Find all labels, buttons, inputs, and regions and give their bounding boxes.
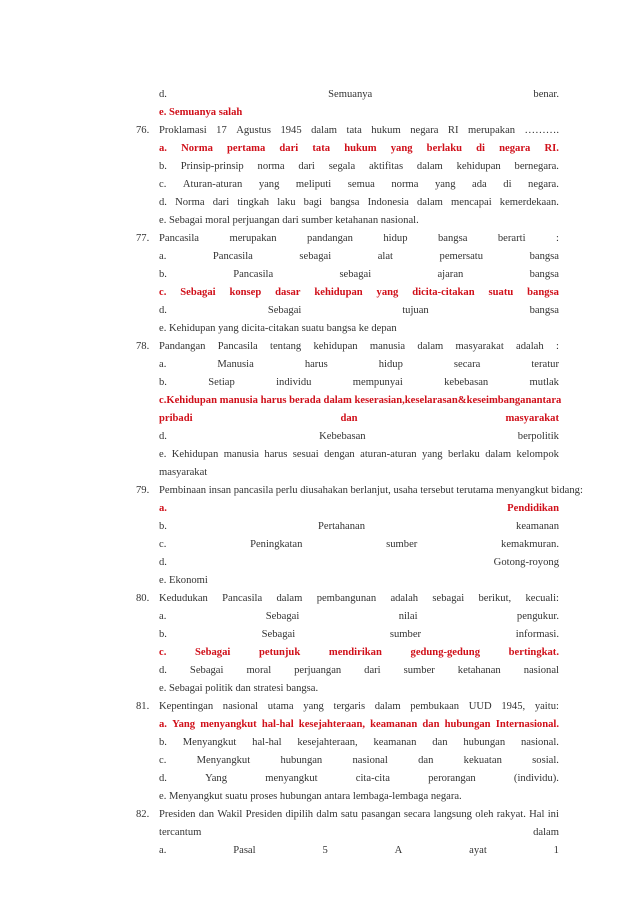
word: dengan: [324, 449, 355, 460]
word: cita-cita: [355, 773, 390, 784]
word: sosial.: [532, 755, 559, 766]
word: menyangkut: [200, 719, 257, 730]
answer-option: [159, 610, 559, 624]
word: keselarasan: [404, 395, 458, 406]
word: dari: [279, 143, 299, 154]
word: yang: [376, 287, 399, 298]
word: d.: [159, 89, 167, 100]
word: norma: [257, 161, 285, 172]
word: Yang: [172, 719, 196, 730]
answer-option: [159, 556, 559, 570]
word: keamanan: [370, 719, 418, 730]
word: Sebagai: [265, 611, 300, 622]
word: b.: [159, 269, 167, 280]
answer-option: [159, 538, 559, 552]
answer-option: [159, 88, 559, 102]
answer-option: [159, 664, 559, 678]
word: Pasal: [233, 845, 256, 856]
question-text: [159, 124, 559, 138]
word: Menyangkut: [196, 755, 251, 766]
word: Pancasila: [222, 593, 263, 604]
word: dalam: [417, 341, 444, 352]
word: Internasional.: [495, 719, 559, 730]
answer-option: [159, 718, 559, 732]
word: informasi.: [515, 629, 559, 640]
word: hukum: [344, 143, 377, 154]
word: manusia: [223, 449, 259, 460]
answer-option: [159, 358, 559, 372]
word: aktifitas: [368, 161, 404, 172]
word: adalah: [516, 341, 544, 352]
question-text: Pembinaan insan pancasila perlu diusahakan berlanjut, usaha tersebut terutama menyangkut bidang:: [159, 485, 583, 496]
word: yang: [390, 143, 413, 154]
word: ayat: [469, 845, 487, 856]
word: utama: [267, 701, 294, 712]
word: Manusia: [217, 359, 254, 370]
answer-option: [159, 754, 559, 768]
word: mutlak: [529, 377, 559, 388]
word: tingkah: [237, 197, 270, 208]
word: kemakmuran.: [501, 539, 559, 550]
word: d.: [159, 773, 167, 784]
word: hubungan: [463, 737, 506, 748]
word: merupakan: [229, 233, 277, 244]
word: sumber: [403, 665, 435, 676]
word: a.: [159, 845, 167, 856]
word: c.: [159, 539, 167, 550]
word: Pancasila: [233, 269, 274, 280]
word: a.: [159, 503, 167, 514]
word: pasangan: [361, 809, 401, 820]
word: masyarakat: [505, 413, 559, 424]
answer-option: masyarakat: [159, 467, 208, 478]
word: bangsa: [527, 287, 559, 298]
word: 1945,: [501, 701, 526, 712]
word: tata: [312, 143, 331, 154]
word: berlaku: [448, 449, 480, 460]
word: dipilih: [285, 809, 314, 820]
word: Hal: [529, 809, 545, 820]
answer-option: [159, 520, 559, 534]
word: tercantum: [159, 827, 202, 838]
word: dalam: [485, 449, 512, 460]
word: yang: [422, 449, 443, 460]
word: pertama: [227, 143, 266, 154]
word: 1945: [280, 125, 302, 136]
word: mendirikan: [328, 647, 382, 658]
word: semua: [347, 179, 375, 190]
word: d.: [159, 557, 167, 568]
word: bagi: [303, 197, 322, 208]
word: Presiden: [245, 809, 283, 820]
word: Prinsip-prinsip: [180, 161, 244, 172]
word: hidup: [383, 233, 408, 244]
word: a.: [159, 611, 167, 622]
word: keamanan: [373, 737, 417, 748]
word: sumber: [389, 629, 422, 640]
word: negara.: [528, 179, 559, 190]
word: moral: [246, 665, 272, 676]
word: hukum: [371, 125, 401, 136]
word: d.: [159, 305, 167, 316]
word: masyarakat: [455, 341, 504, 352]
word: yang: [434, 179, 456, 190]
word: Sebagai: [267, 305, 302, 316]
word: gedung-gedung: [410, 647, 480, 658]
word: dalam: [374, 701, 401, 712]
word: ada: [472, 179, 487, 190]
word: Norma: [175, 197, 205, 208]
word: norma: [391, 179, 419, 190]
word: Agustus: [236, 125, 271, 136]
word: Norma: [181, 143, 213, 154]
word: sebagai: [432, 593, 465, 604]
word: Presiden: [159, 809, 196, 820]
word: keamanan: [516, 521, 559, 532]
answer-option: [159, 178, 559, 192]
word: Kepentingan: [159, 701, 214, 712]
word: yang: [303, 701, 324, 712]
word: sesuai: [292, 449, 319, 460]
question-text: [159, 700, 559, 714]
word: c.: [159, 395, 167, 406]
word: di: [503, 179, 512, 190]
question-number: 78.: [136, 341, 150, 352]
answer-option: [159, 394, 562, 408]
word: e.: [159, 449, 167, 460]
word: rakyat.: [496, 809, 526, 820]
word: kehidupan: [313, 341, 358, 352]
word: alat: [377, 251, 393, 262]
answer-option: e. Sebagai politik dan stratesi bangsa.: [159, 683, 319, 694]
word: nasional: [523, 665, 559, 676]
word: Aturan-aturan: [182, 179, 243, 190]
answer-option: e. Sebagai moral perjuangan dari sumber ketahanan nasional.: [159, 215, 419, 226]
word: pengukur.: [516, 611, 559, 622]
word: kesejahteraan,: [297, 737, 358, 748]
word: bernegara.: [514, 161, 559, 172]
word: 17: [216, 125, 227, 136]
word: kemerdekaan.: [499, 197, 559, 208]
word: b.: [159, 161, 167, 172]
question-number: 79.: [136, 485, 150, 496]
word: a.: [159, 251, 167, 262]
word: dari: [298, 161, 315, 172]
word: A: [394, 845, 403, 856]
word: 1: [553, 845, 559, 856]
word: manusia: [369, 341, 406, 352]
word: dasar: [275, 287, 301, 298]
word: pemersatu: [439, 251, 484, 262]
word: ini: [547, 809, 559, 820]
word: dan: [432, 737, 448, 748]
answer-option: [159, 844, 559, 858]
word: ajaran: [437, 269, 464, 280]
word: Wakil: [217, 809, 243, 820]
word: kesejahteraan,: [298, 719, 365, 730]
word: meliputi: [295, 179, 332, 190]
word: Sebagai: [189, 665, 224, 676]
word: hal-hal: [261, 719, 294, 730]
word: tata: [346, 125, 362, 136]
answer-option: [159, 628, 559, 642]
word: mempunyai: [352, 377, 403, 388]
word: yang: [258, 179, 280, 190]
answer-option: e. Ekonomi: [159, 575, 208, 586]
word: konsep: [229, 287, 262, 298]
word: c.: [159, 647, 167, 658]
word: hidup: [378, 359, 403, 370]
question-text: [159, 340, 559, 354]
word: aturan-aturan: [360, 449, 417, 460]
word: c.: [159, 179, 167, 190]
word: b.: [159, 377, 167, 388]
word: nilai: [398, 611, 418, 622]
word: dan: [198, 809, 215, 820]
word: dan: [422, 719, 440, 730]
answer-option: [159, 826, 559, 840]
word: bangsa: [330, 197, 360, 208]
word: harus: [264, 449, 288, 460]
word: pembangunan: [316, 593, 377, 604]
word: dalam: [417, 197, 443, 208]
word: a.: [159, 719, 167, 730]
word: satu: [340, 809, 358, 820]
word: tentang: [270, 341, 302, 352]
word: (individu).: [513, 773, 559, 784]
word: Pancasila: [212, 251, 253, 262]
word: d.: [159, 665, 167, 676]
word: &: [457, 395, 467, 406]
word: nasional: [352, 755, 388, 766]
word: oleh: [475, 809, 494, 820]
answer-option: [159, 160, 559, 174]
word: suatu: [488, 287, 514, 298]
word: negara: [410, 125, 439, 136]
answer-option: [159, 412, 559, 426]
word: benar.: [533, 89, 559, 100]
word: berikut,: [478, 593, 512, 604]
answer-option: e. Semuanya salah: [159, 107, 243, 118]
word: Peningkatan: [250, 539, 303, 550]
word: d.: [159, 197, 167, 208]
word: Setiap: [208, 377, 235, 388]
word: hubungan: [444, 719, 491, 730]
word: :: [555, 341, 559, 352]
word: ……….: [524, 125, 559, 136]
word: UUD: [468, 701, 492, 712]
word: individu: [276, 377, 312, 388]
word: c.: [159, 287, 167, 298]
word: perjuangan: [294, 665, 342, 676]
word: kehidupan: [456, 161, 501, 172]
word: Gotong-royong: [493, 557, 559, 568]
word: dalam: [533, 827, 559, 838]
word: kekuatan: [463, 755, 502, 766]
word: negara: [499, 143, 531, 154]
answer-option: [159, 772, 559, 786]
word: antara: [531, 395, 562, 406]
word: 5: [322, 845, 328, 856]
word: kebebasan: [444, 377, 489, 388]
word: hubungan: [280, 755, 323, 766]
word: b.: [159, 737, 167, 748]
answer-option: [159, 646, 559, 660]
word: Proklamasi: [159, 125, 207, 136]
word: a.: [159, 359, 167, 370]
word: bertingkat.: [508, 647, 559, 658]
word: dalm: [316, 809, 338, 820]
answer-option: [159, 250, 559, 264]
answer-option: e. Kehidupan yang dicita-citakan suatu bangsa ke depan: [159, 323, 397, 334]
question-text: [159, 592, 559, 606]
word: b.: [159, 521, 167, 532]
word: nasional.: [520, 737, 559, 748]
word: dan: [340, 413, 358, 424]
word: langsung: [433, 809, 472, 820]
word: tergaris: [333, 701, 366, 712]
word: berpolitik: [517, 431, 559, 442]
word: dalam: [311, 125, 338, 136]
word: Sebagai: [195, 647, 231, 658]
word: Menyangkut: [182, 737, 237, 748]
answer-option: e. Menyangkut suatu proses hubungan antara lembaga-lembaga negara.: [159, 791, 462, 802]
answer-option: [159, 268, 559, 282]
question-text: [159, 232, 559, 246]
word: segala: [328, 161, 356, 172]
answer-option: [159, 736, 559, 750]
word: ketahanan: [457, 665, 501, 676]
answer-option: [159, 502, 559, 516]
answer-option: [159, 142, 559, 156]
word: bangsa: [529, 251, 559, 262]
word: keseimbangan: [466, 395, 532, 406]
word: b.: [159, 629, 167, 640]
word: dari: [364, 665, 381, 676]
word: tujuan: [402, 305, 429, 316]
answer-option: [159, 286, 559, 300]
word: bangsa: [437, 233, 468, 244]
question-number: 76.: [136, 125, 150, 136]
word: yaitu:: [534, 701, 559, 712]
word: sebagai: [339, 269, 372, 280]
word: kelompok: [516, 449, 559, 460]
word: dari: [212, 197, 230, 208]
answer-option: [159, 196, 559, 210]
question-number: 80.: [136, 593, 150, 604]
question-text: [159, 808, 559, 822]
word: merupakan: [468, 125, 516, 136]
word: Pancasila: [159, 233, 200, 244]
word: Pertahanan: [317, 521, 366, 532]
word: a.: [159, 143, 167, 154]
word: Kehidupan manusia harus berada dalam keserasian,: [166, 395, 405, 406]
word: dalam: [416, 161, 443, 172]
answer-option: [159, 304, 559, 318]
word: adalah: [390, 593, 419, 604]
question-number: 82.: [136, 809, 150, 820]
word: Kehidupan: [171, 449, 219, 460]
word: RI: [447, 125, 459, 136]
word: dan: [418, 755, 434, 766]
word: kecuali:: [525, 593, 559, 604]
question-number: 77.: [136, 233, 150, 244]
question-number: 81.: [136, 701, 150, 712]
word: menyangkut: [265, 773, 318, 784]
word: perorangan: [428, 773, 476, 784]
word: kehidupan: [314, 287, 363, 298]
word: berlaku: [426, 143, 462, 154]
word: sumber: [386, 539, 418, 550]
word: Kedudukan: [159, 593, 208, 604]
word: di: [476, 143, 485, 154]
word: dicita-citakan: [412, 287, 475, 298]
word: Sebagai: [261, 629, 296, 640]
word: secara: [453, 359, 481, 370]
word: nasional: [222, 701, 259, 712]
word: pandangan: [307, 233, 353, 244]
answer-option: [159, 376, 559, 390]
word: laku: [277, 197, 296, 208]
word: Indonesia: [367, 197, 409, 208]
word: :: [556, 233, 559, 244]
word: sebagai: [299, 251, 332, 262]
word: c.: [159, 755, 167, 766]
word: RI.: [544, 143, 559, 154]
word: bangsa: [529, 305, 559, 316]
word: d.: [159, 431, 167, 442]
word: pribadi: [159, 413, 193, 424]
word: Semuanya: [328, 89, 373, 100]
word: teratur: [531, 359, 559, 370]
word: petunjuk: [259, 647, 301, 658]
word: bangsa: [529, 269, 559, 280]
word: Pandangan: [159, 341, 206, 352]
word: mencapai: [451, 197, 492, 208]
word: dalam: [276, 593, 303, 604]
word: Pendidikan: [507, 503, 559, 514]
word: Yang: [205, 773, 228, 784]
word: secara: [403, 809, 431, 820]
word: harus: [304, 359, 328, 370]
word: Kebebasan: [319, 431, 366, 442]
answer-option: [159, 448, 559, 462]
word: hal-hal: [252, 737, 282, 748]
word: Pancasila: [217, 341, 258, 352]
answer-option: [159, 430, 559, 444]
word: Sebagai: [180, 287, 216, 298]
word: pembukaan: [410, 701, 460, 712]
word: berarti: [497, 233, 526, 244]
